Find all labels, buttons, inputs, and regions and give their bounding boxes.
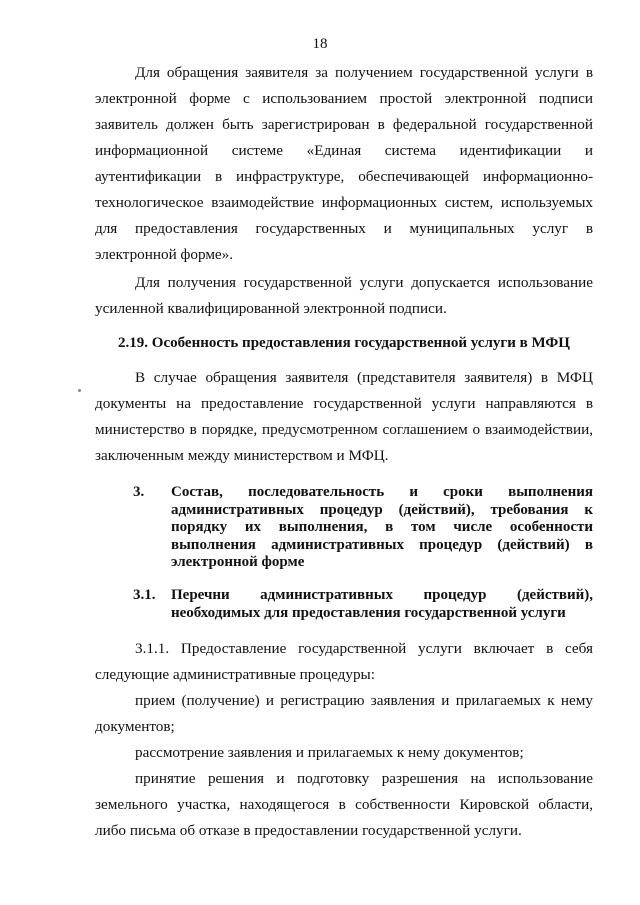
heading-section-3-1-number: 3.1. xyxy=(133,587,156,603)
page-number: 18 xyxy=(312,36,328,52)
margin-mark xyxy=(78,389,81,392)
heading-section-3-text: Состав, последовательность и сроки выполнения административных процедур (действий), требования к порядку их выполнения, в том числе особенности выполнения административных процедур (действий) в электронной форме xyxy=(171,484,593,570)
list-item-decision-permit: принятие решения и подготовку разрешения на использование земельного участка, находящегося в собственности Кировской области, либо письма об отказе в предоставлении государственной услуги. xyxy=(95,770,593,839)
heading-section-3-1 xyxy=(133,587,593,623)
list-item-reception-registration: прием (получение) и регистрацию заявления и прилагаемых к нему документов; xyxy=(95,692,593,735)
paragraph-electronic-signature-registration: Для обращения заявителя за получением государственной услуги в электронной форме с использованием простой электронной подписи заявитель должен быть зарегистрирован в федеральной государственной информационной системе «Единая система идентификации и аутентификации в инфраструктуре, обеспечивающей информационно-технологическое взаимодействие информационных систем, используемых для предоставления государственных и муниципальных услуг в электронной форме». xyxy=(95,64,593,263)
heading-section-3-1-text: Перечни административных процедур (действий), необходимых для предоставления государственной услуги xyxy=(171,587,593,621)
heading-section-2-19: 2.19. Особенность предоставления государственной услуги в МФЦ xyxy=(118,335,570,351)
heading-section-3 xyxy=(133,484,593,574)
paragraph-3-1-1: 3.1.1. Предоставление государственной услуги включает в себя следующие административные процедуры: xyxy=(95,640,593,683)
paragraph-qualified-signature: Для получения государственной услуги допускается использование усиленной квалифицированной электронной подписи. xyxy=(95,274,593,317)
heading-section-3-number: 3. xyxy=(133,484,145,500)
list-item-review-documents: рассмотрение заявления и прилагаемых к нему документов; xyxy=(135,744,524,761)
paragraph-mfc-documents: В случае обращения заявителя (представителя заявителя) в МФЦ документы на предоставление государственной услуги направляются в министерство в порядке, предусмотренном соглашением о взаимодействии, заключенным между министерством и МФЦ. xyxy=(95,369,593,464)
